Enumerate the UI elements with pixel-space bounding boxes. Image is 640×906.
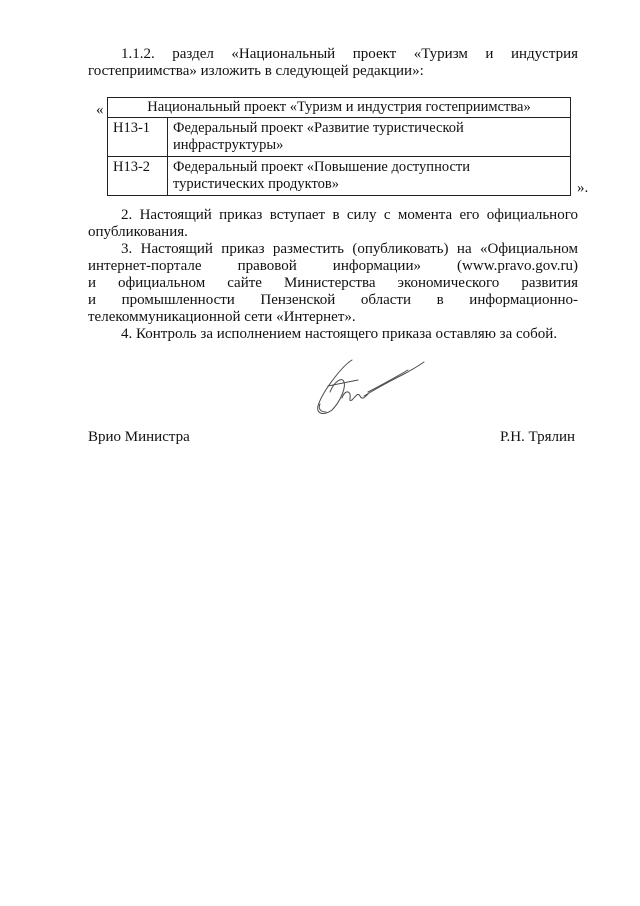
table-header-row <box>108 98 571 118</box>
intro-line-1: 1.1.2. раздел «Национальный проект «Туризм и индустрия <box>121 46 578 62</box>
item-3-line-2: интернет-портале правовой информации» (www.pravo.gov.ru) <box>88 258 578 274</box>
project-title-line-2: туристических продуктов» <box>173 176 339 192</box>
item-3-line-1: 3. Настоящий приказ разместить (опубликовать) на «Официальном <box>121 241 578 257</box>
item-2-line-2: опубликования. <box>88 224 188 240</box>
project-title <box>168 118 571 157</box>
table-row <box>108 118 571 157</box>
open-quote: « <box>96 102 104 118</box>
table-header: Национальный проект «Туризм и индустрия гостеприимства» <box>108 98 571 118</box>
paragraph-item-2 <box>88 207 578 241</box>
item-2-line-1: 2. Настоящий приказ вступает в силу с момента его официального <box>121 207 578 223</box>
signatory-name: Р.Н. Трялин <box>500 429 576 445</box>
project-title <box>168 157 571 196</box>
signatory-position: Врио Министра <box>88 429 190 445</box>
paragraph-item-4 <box>88 326 578 343</box>
intro-line-2: гостеприимства» изложить в следующей редакции»: <box>88 63 424 79</box>
project-code: Н13-1 <box>108 118 168 157</box>
table-row <box>108 157 571 196</box>
item-3-line-4: и промышленности Пензенской области в информационно- <box>88 292 578 308</box>
item-3-line-5: телекоммуникационной сети «Интернет». <box>88 309 356 325</box>
item-3-line-3: и официальном сайте Министерства экономического развития <box>88 275 578 291</box>
projects-table <box>107 97 571 196</box>
paragraph-item-3 <box>88 241 578 326</box>
close-quote: ». <box>577 180 589 196</box>
paragraph-intro <box>88 46 578 80</box>
project-code: Н13-2 <box>108 157 168 196</box>
handwritten-signature <box>308 352 426 424</box>
project-title-line-1: Федеральный проект «Повышение доступности <box>173 159 470 175</box>
project-title-line-1: Федеральный проект «Развитие туристической <box>173 120 464 136</box>
project-title-line-2: инфраструктуры» <box>173 137 284 153</box>
item-4-line-1: 4. Контроль за исполнением настоящего приказа оставляю за собой. <box>121 326 558 342</box>
